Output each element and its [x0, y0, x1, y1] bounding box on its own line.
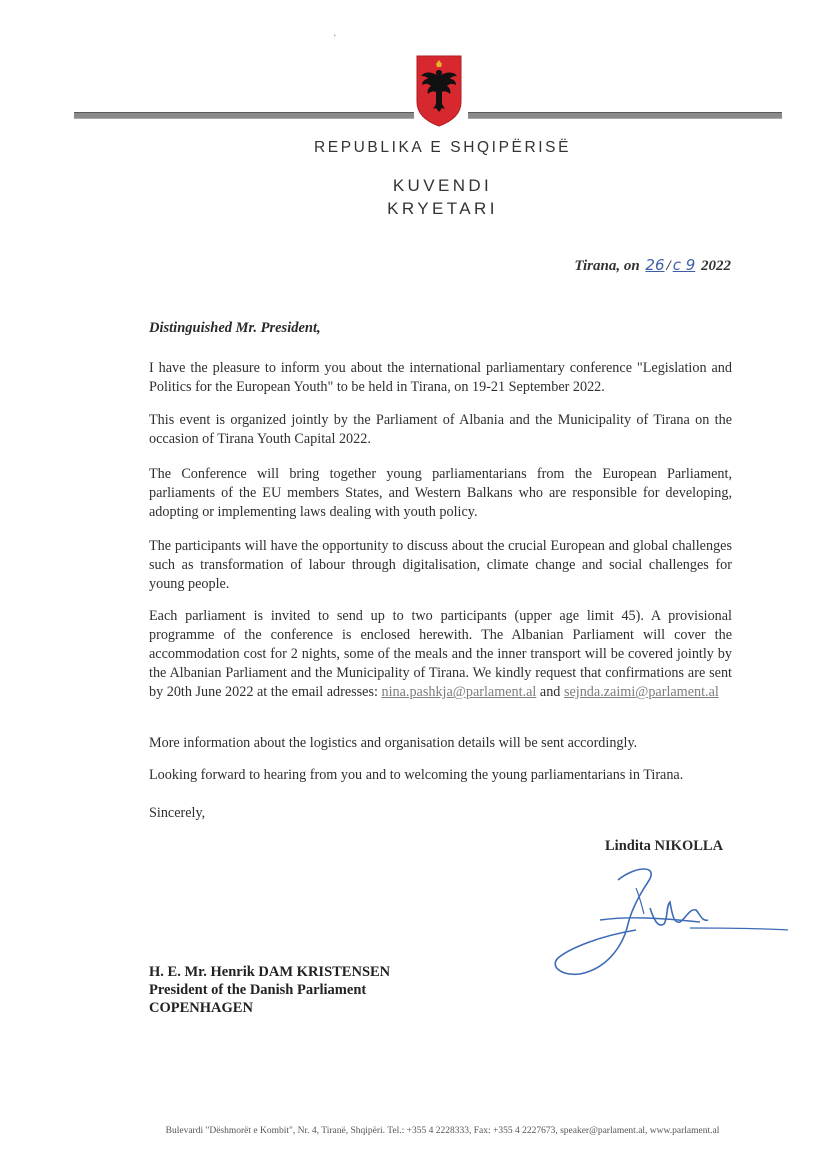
- email-link-1[interactable]: nina.pashkja@parlament.al: [381, 684, 537, 700]
- header-rule-right: [468, 112, 782, 119]
- paragraph-participants-scope: The Conference will bring together young parliamentarians from the European Parliament, parliaments of the EU members States, and Western Balkans who are responsible for developing, adopting or implementing laws dealing with youth policy.: [149, 466, 732, 520]
- salutation: Distinguished Mr. President,: [149, 320, 321, 336]
- republic-name: REPUBLIKA E SHQIPËRISË: [313, 139, 572, 156]
- scan-mark: ʾ: [333, 33, 337, 45]
- addressee-name: H. E. Mr. Henrik DAM KRISTENSEN: [149, 964, 391, 980]
- paragraph-organizers: This event is organized jointly by the Parliament of Albania and the Municipality of Tirana on the occasion of Tirana Youth Capital 2022.: [149, 412, 732, 447]
- albania-coat-of-arms-icon: [414, 54, 464, 128]
- addressee-city: COPENHAGEN: [149, 1000, 253, 1016]
- paragraph-closing: Looking forward to hearing from you and to welcoming the young parliamentarians in Tirana.: [149, 767, 684, 783]
- email-link-2[interactable]: sejnda.zaimi@parlament.al: [563, 684, 719, 700]
- footer-address: Bulevardi "Dëshmorët e Kombit", Nr. 4, Tiranë, Shqipëri. Tel.: +355 4 2228333, Fax: +355 4 2227673, speaker@parlament.al, www.parlament.al: [165, 1126, 720, 1136]
- paragraph-topics: The participants will have the opportunity to discuss about the crucial European and global challenges such as transformation of labour through digitalisation, climate change and social challenges for young people.: [149, 538, 732, 592]
- signatory-name: Lindita NIKOLLA: [605, 838, 724, 854]
- logistics-text: Each parliament is invited to send up to two participants (upper age limit 45). A provisional programme of the conference is enclosed herewith. The Albanian Parliament will cover the accommodation cost for 2 nights, some of the meals and the inner transport will be covered jointly by the Albanian Parliament and the Municipality of Tirana. We kindly request that confirmations are sent by 20th June 2022 at the email adresses:: [149, 608, 732, 700]
- dateline-prefix: Tirana, on: [574, 258, 640, 274]
- handwritten-signature: [540, 858, 790, 978]
- institution-name: KUVENDI: [392, 176, 493, 195]
- date-separator: /: [666, 258, 671, 274]
- sign-off: Sincerely,: [149, 805, 206, 821]
- email-join: and: [539, 684, 561, 700]
- date-year: 2022: [701, 258, 731, 274]
- handwritten-month: c 9: [672, 256, 696, 274]
- addressee-block: [149, 963, 390, 1017]
- handwritten-day: 26: [645, 256, 665, 274]
- dateline: [574, 256, 731, 275]
- addressee-title: President of the Danish Parliament: [149, 982, 367, 998]
- paragraph-logistics: [149, 607, 732, 702]
- office-name: KRYETARI: [387, 199, 498, 218]
- header-rule-left: [74, 112, 414, 119]
- paragraph-more-info: More information about the logistics and organisation details will be sent accordingly.: [149, 735, 638, 751]
- paragraph-conference: I have the pleasure to inform you about the international parliamentary conference "Legislation and Politics for the European Youth" to be held in Tirana, on 19-21 September 2022.: [149, 360, 732, 395]
